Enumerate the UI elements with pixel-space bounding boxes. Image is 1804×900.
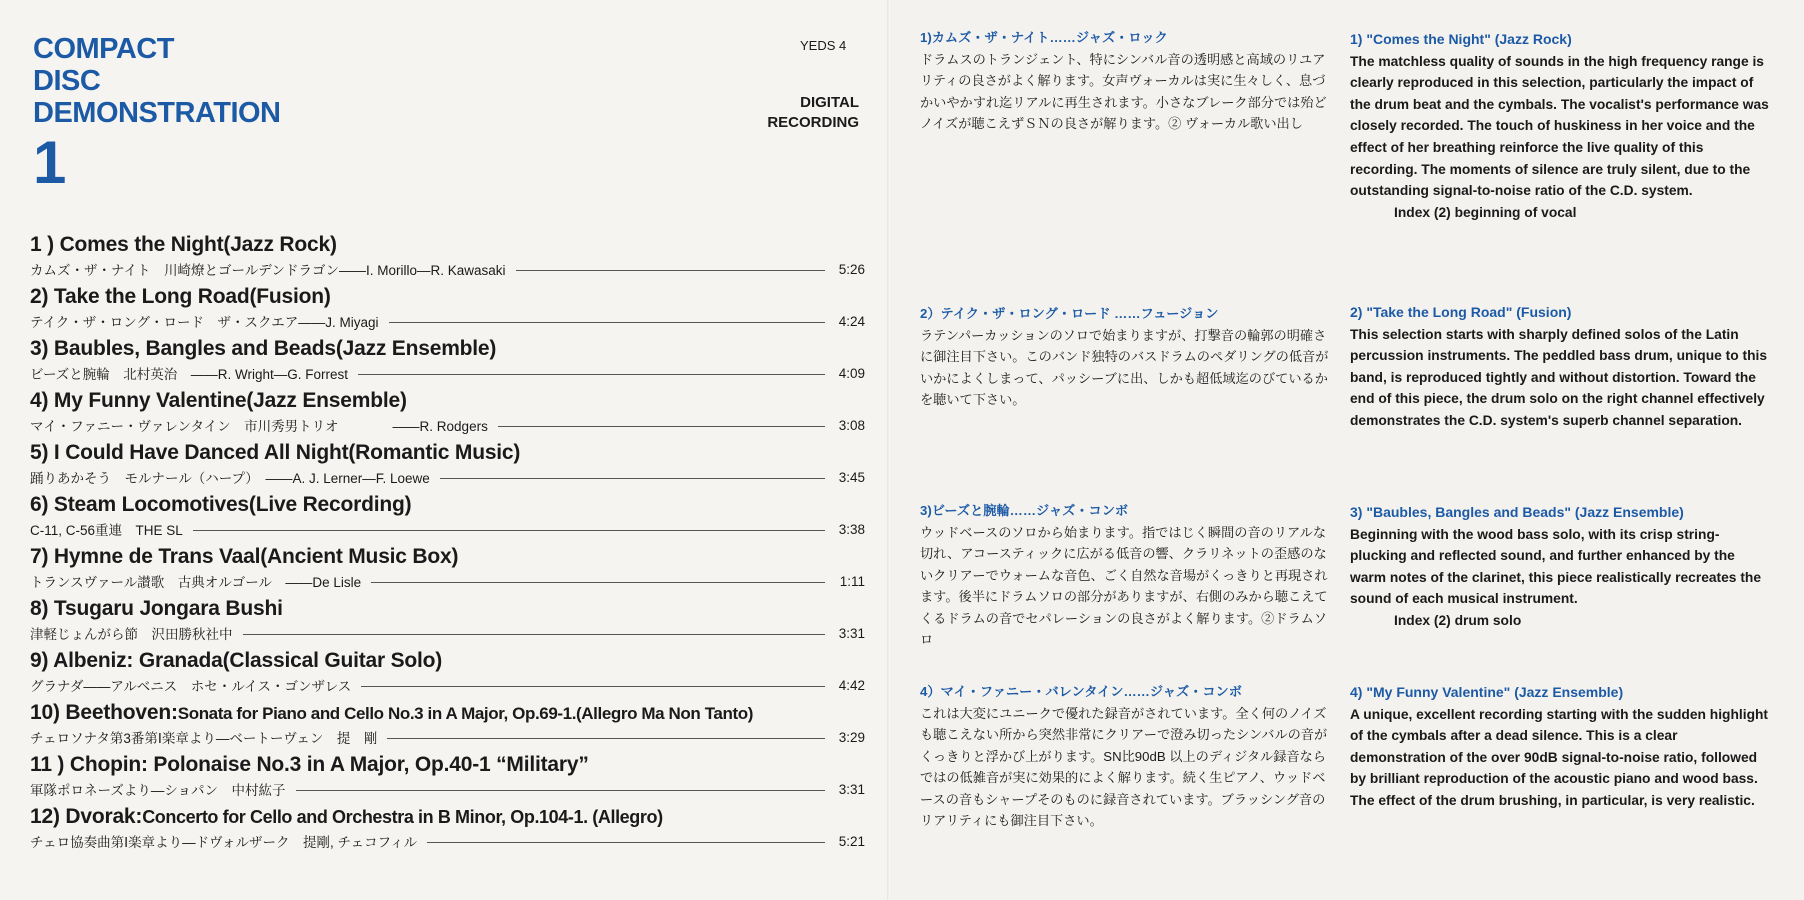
track-duration: 3:29 bbox=[838, 729, 865, 745]
track-number: 8) bbox=[30, 597, 49, 620]
leader-line bbox=[498, 426, 825, 427]
track-credits: カムズ・ザ・ナイト 川崎燎とゴールデンドラゴン――I. Morillo―R. Kawasaki bbox=[30, 263, 506, 278]
track-title: Steam Locomotives bbox=[53, 493, 249, 516]
jp-note-heading: 2）テイク・ザ・ロング・ロード ……フュージョン bbox=[920, 306, 1219, 321]
track-number: 3) bbox=[30, 337, 49, 360]
en-note-3 bbox=[1350, 502, 1770, 632]
track-number: 10) bbox=[30, 701, 60, 724]
jp-note-heading: 1)カムズ・ザ・ナイト……ジャズ・ロック bbox=[920, 30, 1168, 45]
title-line-2: DISC bbox=[33, 65, 101, 97]
jp-note-body: これは大変にユニークで優れた録音がされています。全く何のノイズも聴こえない所から突然非常にクリアーで澄み切ったシンバルの音がくっきりと浮かび上がります。SN比90dB 以上のディジタル録音ならではの低雑音が実に効果的によく解ります。続く生ピアノ、ウッドベースの音もシャープそのものに録音されています。ブラッシング音のリアリティにも御注目下さい。 bbox=[920, 705, 1328, 828]
volume-number: 1 bbox=[33, 129, 66, 196]
track-credits: 軍隊ポロネーズより―ショパン 中村紘子 bbox=[30, 783, 286, 798]
track-duration: 5:21 bbox=[838, 833, 865, 849]
track-item bbox=[30, 285, 865, 337]
en-note-heading: 1) "Comes the Night" (Jazz Rock) bbox=[1350, 31, 1572, 47]
track-genre: (Jazz Rock) bbox=[223, 233, 337, 256]
track-duration: 4:42 bbox=[838, 677, 865, 693]
track-item bbox=[30, 493, 865, 545]
track-title: My Funny Valentine bbox=[53, 389, 247, 412]
en-note-index: Index (2) drum solo bbox=[1394, 612, 1522, 628]
track-credits: チェロソナタ第3番第Ⅰ楽章より―ベートーヴェン 提 剛 bbox=[30, 731, 378, 746]
track-title: Dvorak: bbox=[65, 805, 143, 828]
track-number: 9) bbox=[30, 649, 49, 672]
track-duration: 3:31 bbox=[838, 625, 865, 641]
track-genre: Sonata for Piano and Cello No.3 in A Major, Op.69-1.(Allegro Ma Non Tanto) bbox=[177, 704, 753, 723]
track-genre: (Jazz Ensemble) bbox=[246, 389, 407, 412]
track-genre: (Jazz Ensemble) bbox=[335, 337, 497, 360]
en-note-heading: 3) "Baubles, Bangles and Beads" (Jazz Ensemble) bbox=[1350, 504, 1684, 520]
track-genre: (Fusion) bbox=[249, 285, 331, 308]
track-title: Chopin: Polonaise No.3 in A Major, Op.40-1 “Military” bbox=[69, 753, 589, 776]
track-title: Tsugaru Jongara Bushi bbox=[53, 597, 283, 620]
track-item bbox=[30, 337, 865, 389]
track-genre: (Live Recording) bbox=[248, 493, 412, 516]
track-number: 12) bbox=[30, 805, 60, 828]
jp-note-body: ウッドベースのソロから始まります。指ではじく瞬間の音のリアルな切れ、アコースティックに広がる低音の響、クラリネットの歪感のないクリアーでウォームな音色、ごく自然な音場がくっきりと再現されます。後半にドラムソロの部分がありますが、右側のみから聴こえてくるドラムの音でセパレーションの良さがよく解ります。②ドラムソロ bbox=[920, 524, 1328, 647]
track-credits: 津軽じょんがら節 沢田勝秋社中 bbox=[30, 627, 233, 642]
track-duration: 3:31 bbox=[838, 781, 865, 797]
track-title: Albeniz: Granada bbox=[53, 649, 223, 672]
track-item bbox=[30, 701, 865, 753]
track-title: Take the Long Road bbox=[53, 285, 250, 308]
track-number: 1 ) bbox=[30, 233, 54, 256]
leader-line bbox=[427, 842, 825, 843]
track-genre: (Ancient Music Box) bbox=[260, 545, 459, 568]
en-note-2 bbox=[1350, 302, 1770, 432]
track-duration: 3:45 bbox=[838, 469, 865, 485]
leader-line bbox=[296, 790, 825, 791]
track-item bbox=[30, 753, 865, 805]
track-number: 2) bbox=[30, 285, 49, 308]
track-number: 6) bbox=[30, 493, 49, 516]
en-note-body: The matchless quality of sounds in the high frequency range is clearly reproduced in this selection, particularly the impact of the drum beat and the cymbals. The vocalist's performance was closely recorded. The touch of huskiness in her voice and the effect of her breathing reinforce the live quality of this recording. The moments of silence are truly silent, due to the outstanding signal-to-noise ratio of the C.D. system. bbox=[1350, 53, 1769, 199]
track-item bbox=[30, 805, 865, 857]
jp-note-heading: 4）マイ・ファニー・バレンタイン……ジャズ・コンボ bbox=[920, 684, 1242, 699]
track-number: 4) bbox=[30, 389, 49, 412]
leader-line bbox=[371, 582, 825, 583]
jp-note-body: ドラムスのトランジェント、特にシンバル音の透明感と高域のリユアリティの良さがよく解ります。女声ヴォーカルは実に生々しく、息づかいやかすれ迄リアルに再生されます。小さなブレーク部分では殆どノイズが聴こえずＳＮの良さが解ります。② ヴォーカル歌い出し bbox=[920, 51, 1327, 131]
track-credits: トランスヴァール讃歌 古典オルゴール ――De Lisle bbox=[30, 575, 362, 590]
track-duration: 4:24 bbox=[838, 313, 865, 329]
track-duration: 5:26 bbox=[838, 261, 865, 277]
track-title: I Could Have Danced All Night bbox=[53, 441, 349, 464]
title-line-3: DEMONSTRATION bbox=[33, 97, 281, 129]
leader-line bbox=[193, 530, 825, 531]
track-genre: (Classical Guitar Solo) bbox=[222, 649, 443, 672]
leader-line bbox=[516, 270, 825, 271]
track-credits: グラナダ――アルベニス ホセ・ルイス・ゴンザレス bbox=[30, 679, 352, 694]
track-item bbox=[30, 545, 865, 597]
leader-line bbox=[387, 738, 825, 739]
en-note-body: A unique, excellent recording starting with the sudden highlight of the cymbals after a dead silence. This is a clear demonstration of the over 90dB signal-to-noise ratio, followed by brilliant reproduction of the acoustic piano and wood bass. The effect of the drum brushing, in particular, is very realistic. bbox=[1350, 706, 1769, 808]
en-note-1 bbox=[1350, 29, 1770, 223]
track-credits: チェロ協奏曲第Ⅰ楽章より―ドヴォルザーク 提剛, チェコフィル bbox=[30, 835, 418, 850]
track-title: Comes the Night bbox=[59, 233, 224, 256]
track-genre: Concerto for Cello and Orchestra in B Minor, Op.104-1. (Allegro) bbox=[142, 807, 663, 827]
album-title bbox=[33, 33, 281, 195]
en-note-index: Index (2) beginning of vocal bbox=[1394, 204, 1577, 220]
leader-line bbox=[361, 686, 825, 687]
jp-note-3 bbox=[920, 500, 1335, 651]
track-credits: ビーズと腕輪 北村英治 ――R. Wright―G. Forrest bbox=[30, 367, 349, 382]
track-number: 11 ) bbox=[30, 753, 65, 776]
track-item bbox=[30, 233, 865, 285]
track-title: Beethoven: bbox=[65, 701, 178, 724]
en-note-heading: 4) "My Funny Valentine" (Jazz Ensemble) bbox=[1350, 684, 1624, 700]
leader-line bbox=[243, 634, 826, 635]
en-note-4 bbox=[1350, 682, 1770, 812]
en-note-heading: 2) "Take the Long Road" (Fusion) bbox=[1350, 304, 1572, 320]
track-item bbox=[30, 441, 865, 493]
track-duration: 4:09 bbox=[838, 365, 865, 381]
track-credits: 踊りあかそう モルナール（ハープ） ――A. J. Lerner―F. Loewe bbox=[30, 471, 430, 486]
track-duration: 3:38 bbox=[838, 521, 865, 537]
track-item bbox=[30, 597, 865, 649]
recording-line-2: RECORDING bbox=[767, 114, 859, 131]
track-credits: マイ・ファニー・ヴァレンタイン 市川秀男トリオ ――R. Rodgers bbox=[30, 419, 488, 434]
track-item bbox=[30, 389, 865, 441]
track-title: Hymne de Trans Vaal bbox=[53, 545, 261, 568]
jp-note-1 bbox=[920, 27, 1335, 135]
recording-line-1: DIGITAL bbox=[800, 94, 859, 111]
track-duration: 3:08 bbox=[838, 417, 865, 433]
jp-note-heading: 3)ビーズと腕輪……ジャズ・コンボ bbox=[920, 503, 1129, 518]
jp-note-body: ラテンパーカッションのソロで始まりますが、打撃音の輪郭の明確さに御注目下さい。このバンド独特のバスドラムのペダリングの低音がいかによくしまって、パッシーブに出、しかも超低域迄のびているかを聴いて下さい。 bbox=[920, 327, 1329, 407]
track-genre: (Romantic Music) bbox=[348, 441, 521, 464]
en-note-body: This selection starts with sharply defined solos of the Latin percussion instruments. The peddled bass drum, unique to this band, is reproduced tightly and without distortion. Toward the end of this piece, the drum solo on the right channel effectively demonstrates the C.D. system's superb channel separation. bbox=[1350, 326, 1768, 428]
jp-note-4 bbox=[920, 681, 1335, 832]
leader-line bbox=[358, 374, 825, 375]
leader-line bbox=[389, 322, 825, 323]
track-duration: 1:11 bbox=[839, 573, 865, 589]
jp-note-2 bbox=[920, 303, 1335, 411]
track-item bbox=[30, 649, 865, 701]
catalog-number: YEDS 4 bbox=[800, 38, 847, 53]
recording-label bbox=[767, 93, 859, 133]
en-note-body: Beginning with the wood bass solo, with its crisp string-plucking and reflected sound, and further enhanced by the warm notes of the clarinet, this piece realistically recreates the sound of each musical instrument. bbox=[1350, 526, 1762, 607]
track-number: 7) bbox=[30, 545, 49, 568]
track-credits: C-11, C-56重連 THE SL bbox=[30, 523, 183, 538]
track-list bbox=[30, 233, 865, 857]
leader-line bbox=[440, 478, 825, 479]
track-credits: テイク・ザ・ロング・ロード ザ・スクエア――J. Miyagi bbox=[30, 315, 379, 330]
left-panel bbox=[0, 0, 890, 900]
track-number: 5) bbox=[30, 441, 49, 464]
track-title: Baubles, Bangles and Beads bbox=[53, 337, 336, 360]
title-line-1: COMPACT bbox=[33, 33, 174, 65]
